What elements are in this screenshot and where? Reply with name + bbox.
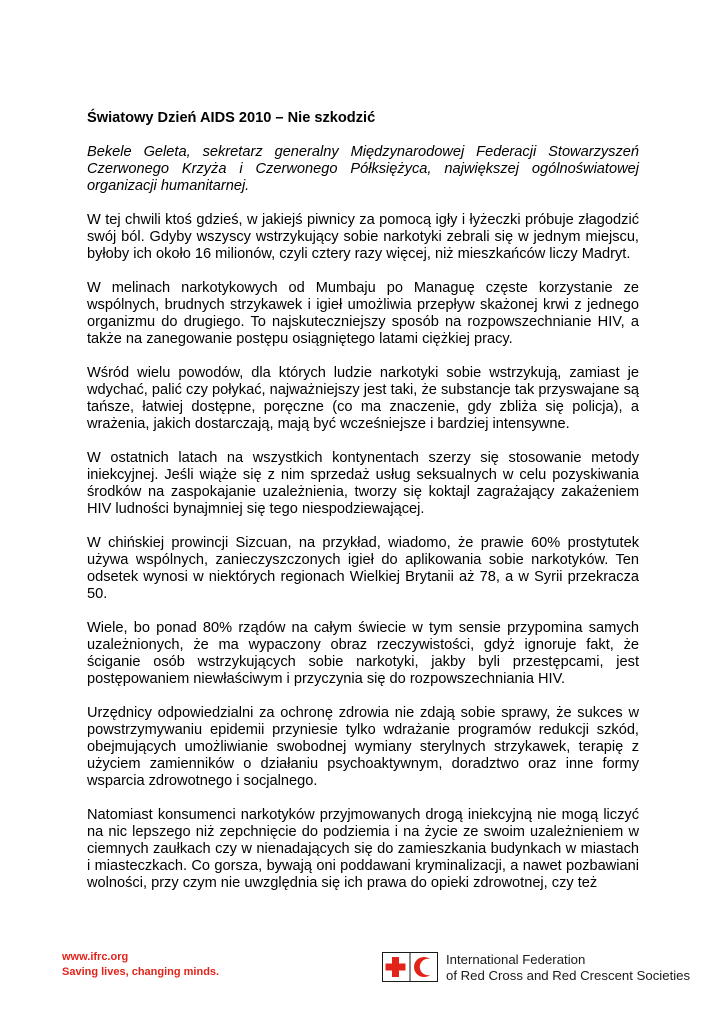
page-footer xyxy=(62,950,691,990)
ifrc-logo-block xyxy=(382,952,691,988)
org-name-line-1: International Federation xyxy=(446,952,586,967)
org-name-line-2: of Red Cross and Red Crescent Societies xyxy=(446,968,691,983)
footer-branding xyxy=(62,950,219,980)
paragraph-8: Natomiast konsumenci narkotyków przyjmowanych drogą iniekcyjną nie mogą liczyć na nic lepszego niż zepchnięcie do podziemia i na życie ze swoim uzależnieniem w ciemnych zaułkach czy w nienadających się do zamieszkania budynkach w miastach i miasteczkach. Co gorsza, bywają oni poddawani kryminalizacji, a nawet pozbawiani wolności, przy czym nie uwzględnia się ich prawa do opieki zdrowotnej, czy też xyxy=(87,807,639,891)
website-link[interactable]: www.ifrc.org xyxy=(62,951,129,963)
red-cross-red-crescent-emblem-icon xyxy=(382,952,438,982)
paragraph-6: Wiele, bo ponad 80% rządów na całym świecie w tym sensie przypomina samych uzależnionych, że ma wypaczony obraz rzeczywistości, gdyż ignoruje fakt, że ściganie osób wstrzykujących sobie narkotyki, jakby byli przestępcami, jest postępowaniem niewłaściwym i przyczynia się do rozpowszechniania HIV. xyxy=(87,620,639,687)
paragraph-3: Wśród wielu powodów, dla których ludzie narkotyki sobie wstrzykują, zamiast je wdychać, palić czy połykać, najważniejszy jest taki, że substancje tak przyswajane są tańsze, łatwiej dostępne, poręczne (co ma znaczenie, gdy zbliża się policja), a wrażenia, jakich dostarczają, mają być wcześniejsze i bardziej intensywne. xyxy=(87,365,639,432)
document-body xyxy=(87,110,639,909)
paragraph-5: W chińskiej prowincji Sizcuan, na przykład, wiadomo, że prawie 60% prostytutek używa wspólnych, zanieczyszczonych igieł do aplikowania sobie narkotyków. Ten odsetek wynosi w niektórych regionach Wielkiej Brytanii aż 78, a w Syrii przekracza 50. xyxy=(87,535,639,602)
paragraph-2: W melinach narkotykowych od Mumbaju po Managuę częste korzystanie ze wspólnych, brudnych strzykawek i igieł umożliwia przepływ skażonej krwi z jednego organizmu do drugiego. To najskuteczniejszy sposób na rozpowszechnianie HIV, a także na zanegowanie postępu osiągniętego latami ciężkiej pracy. xyxy=(87,280,639,347)
document-title: Światowy Dzień AIDS 2010 – Nie szkodzić xyxy=(87,110,376,126)
paragraph-1: W tej chwili ktoś gdzieś, w jakiejś piwnicy za pomocą igły i łyżeczki próbuje złagodzić swój ból. Gdyby wszyscy wstrzykujący sobie narkotyki zebrali się w jednym miejscu, byłoby ich około 16 milionów, czyli cztery razy więcej, niż mieszkańców liczy Madryt. xyxy=(87,212,639,262)
footer-slogan: Saving lives, changing minds. xyxy=(62,966,220,978)
organization-name xyxy=(446,952,690,984)
paragraph-4: W ostatnich latach na wszystkich kontynentach szerzy się stosowanie metody iniekcyjnej. Jeśli wiąże się z nim sprzedaż usług seksualnych w celu pozyskiwania środków na zaspokajanie uzależnienia, tworzy się koktajl zagrażający zakażeniem HIV ludności bynajmniej się tego niespodziewającej. xyxy=(87,450,639,517)
paragraph-7: Urzędnicy odpowiedzialni za ochronę zdrowia nie zdają sobie sprawy, że sukces w powstrzymywaniu epidemii przyniesie tylko wdrażanie programów redukcji szkód, obejmujących umożliwianie swobodnej wymiany sterylnych strzykawek, terapię z użyciem zamienników o działaniu psychoaktywnym, doradztwo oraz inne formy wsparcia zdrowotnego i socjalnego. xyxy=(87,705,639,789)
author-intro: Bekele Geleta, sekretarz generalny Międzynarodowej Federacji Stowarzyszeń Czerwonego Krzyża i Czerwonego Półksiężyca, największej ogólnoświatowej organizacji humanitarnej. xyxy=(87,144,639,194)
